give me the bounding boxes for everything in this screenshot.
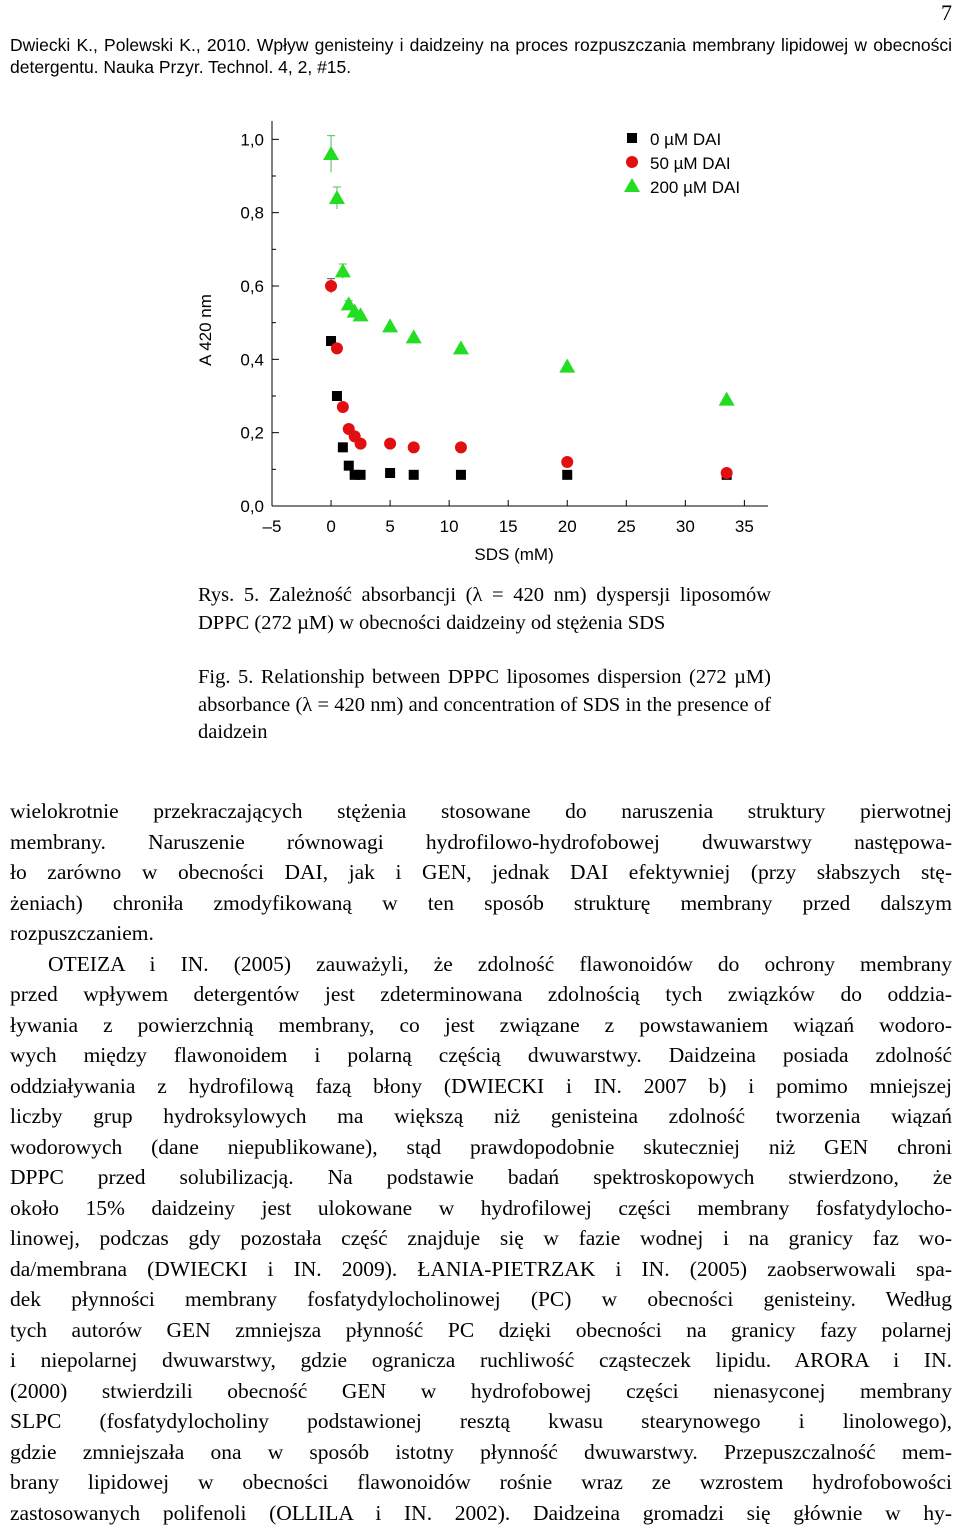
y-tick-label: 0,2 (240, 423, 264, 443)
legend-label: 50 µM DAI (650, 154, 731, 173)
body-line: SLPC (fosfatydylocholiny podstawionej resztą kwasu stearynowego i linolowego), (10, 1409, 952, 1433)
data-point-triangle (719, 392, 735, 406)
data-point-triangle (323, 146, 339, 160)
legend-label: 0 µM DAI (650, 130, 722, 149)
body-line: wielokrotnie przekraczających stężenia stosowane do naruszenia struktury pierwotnej (10, 799, 952, 823)
data-point-square (338, 442, 348, 452)
y-tick-label: 0,8 (240, 203, 264, 223)
data-point-square (332, 391, 342, 401)
y-tick-label: 0,4 (240, 350, 264, 370)
data-point-triangle (406, 329, 422, 343)
legend-label: 200 µM DAI (650, 178, 741, 197)
data-point-circle (561, 456, 573, 468)
body-line: da/membrana (DWIECKI i IN. 2009). ŁANIA-PIETRZAK i IN. (2005) zaobserwowali spa- (10, 1256, 952, 1281)
body-line: przed wpływem detergentów jest zdeterminowana zdolnością tych związków do oddzia- (10, 982, 952, 1006)
data-point-square (344, 461, 354, 471)
data-point-triangle (453, 340, 469, 354)
data-point-triangle (382, 318, 398, 332)
data-point-circle (337, 401, 349, 413)
x-tick-label: 10 (439, 517, 459, 536)
body-line: liczby grup hydroksylowych ma większą niż genisteina zdolność tworzenia wiązań (10, 1104, 952, 1128)
body-line: dek płynności membrany fosfatydylocholinowej (PC) w obecności genisteiny. Według (10, 1287, 952, 1311)
data-point-circle (408, 441, 420, 453)
body-line: membrany. Naruszenie równowagi hydrofilowo-hydrofobowej dwuwarstwy następowa- (10, 829, 952, 854)
data-point-circle (355, 438, 367, 450)
body-line: DPPC przed solubilizacją. Na podstawie badań spektroskopowych stwierdzono, że (10, 1165, 952, 1189)
data-point-triangle (559, 359, 575, 373)
data-point-square (356, 470, 366, 480)
x-tick-label: 30 (675, 517, 695, 536)
absorbance-chart (0, 100, 960, 580)
body-line: (2000) stwierdzili obecność GEN w hydrofobowej części nienasyconej membrany (10, 1378, 952, 1403)
data-point-circle (325, 280, 337, 292)
citation-header: Dwiecki K., Polewski K., 2010. Wpływ genisteiny i daidzeiny na proces rozpuszczania membrany lipidowej w obecności detergentu. Nauka Przyr. Technol. 4, 2, #15. (10, 35, 952, 77)
body-line: rozpuszczaniem. (10, 921, 154, 945)
body-line: OTEIZA i IN. (2005) zauważyli, że zdolność flawonoidów do ochrony membrany (48, 951, 952, 976)
x-tick-label: –5 (262, 517, 282, 536)
body-line: tych autorów GEN zmniejsza płynność PC dzięki obecności na granicy fazy polarnej (10, 1317, 952, 1342)
data-point-triangle (335, 263, 351, 277)
body-line: zastosowanych polifenoli (OLLILA i IN. 2002). Daidzeina gromadzi się głównie w hy- (10, 1500, 952, 1525)
body-line: ło zarówno w obecności DAI, jak i GEN, jednak DAI efektywniej (przy słabszych stę- (10, 860, 952, 884)
data-point-circle (455, 441, 467, 453)
legend-marker-circle (626, 156, 638, 168)
data-point-square (456, 470, 466, 480)
data-point-circle (384, 438, 396, 450)
body-line: i niepolarnej dwuwarstwy, gdzie ogranicza ruchliwość cząsteczek lipidu. ARORA i IN. (10, 1348, 952, 1372)
figure-caption-polish: Rys. 5. Zależność absorbancji (λ = 420 nm) dyspersji liposomów DPPC (272 µM) w obecności daidzeiny od stężenia SDS (198, 584, 771, 634)
legend-marker-triangle (624, 178, 640, 192)
data-point-triangle (329, 190, 345, 204)
body-line: wodorowych (dane niepublikowane), stąd prawdopodobnie skuteczniej niż GEN chroni (10, 1134, 952, 1159)
legend-marker-square (627, 133, 637, 143)
body-line: około 15% daidzeiny jest ulokowane w hydrofilowej części membrany fosfatydylocho- (10, 1195, 952, 1220)
data-point-square (562, 470, 572, 480)
y-tick-label: 0,6 (240, 277, 264, 296)
x-tick-label: 15 (498, 517, 518, 536)
y-axis-title: A 420 nm (196, 294, 215, 366)
body-line: gdzie zmniejszała ona w sposób istotny płynność dwuwarstwy. Przepuszczalność mem- (10, 1439, 952, 1464)
x-tick-label: 25 (616, 517, 636, 536)
x-axis-title: SDS (mM) (474, 545, 554, 564)
x-tick-label: 20 (557, 517, 577, 536)
body-line: wych między flawonoidem i polarną częścią dwuwarstwy. Daidzeina posiada zdolność (10, 1043, 952, 1067)
figure-caption-english: Fig. 5. Relationship between DPPC liposomes dispersion (272 µM) absorbance (λ = 420 nm) and concentration of SDS in the presence of daidzein (198, 666, 771, 743)
y-tick-label: 1,0 (240, 130, 264, 150)
body-line: oddziaływania z hydrofilową fazą błony (DWIECKI i IN. 2007 b) i pomimo mniejszej (10, 1073, 952, 1098)
data-point-circle (331, 342, 343, 354)
data-point-square (385, 468, 395, 478)
body-line: brany lipidowej w obecności flawonoidów rośnie wraz ze wzrostem hydrofobowości (10, 1470, 952, 1494)
y-tick-label: 0,0 (240, 497, 264, 516)
data-point-circle (721, 467, 733, 479)
x-tick-label: 0 (326, 517, 336, 536)
body-line: żeniach) chroniła zmodyfikowaną w ten sposób strukturę membrany przed dalszym (10, 890, 952, 915)
chart-legend (624, 130, 740, 197)
body-line: ływania z powierzchnią membrany, co jest związane z powstawaniem wiązań wodoro- (10, 1012, 952, 1037)
x-tick-label: 5 (385, 517, 395, 536)
data-point-square (409, 470, 419, 480)
x-tick-label: 35 (734, 517, 754, 536)
body-line: linowej, podczas gdy pozostała część znajduje się w fazie wodnej i na granicy faz wo- (10, 1226, 952, 1250)
page-number: 7 (941, 0, 952, 25)
body-text (10, 796, 952, 1528)
